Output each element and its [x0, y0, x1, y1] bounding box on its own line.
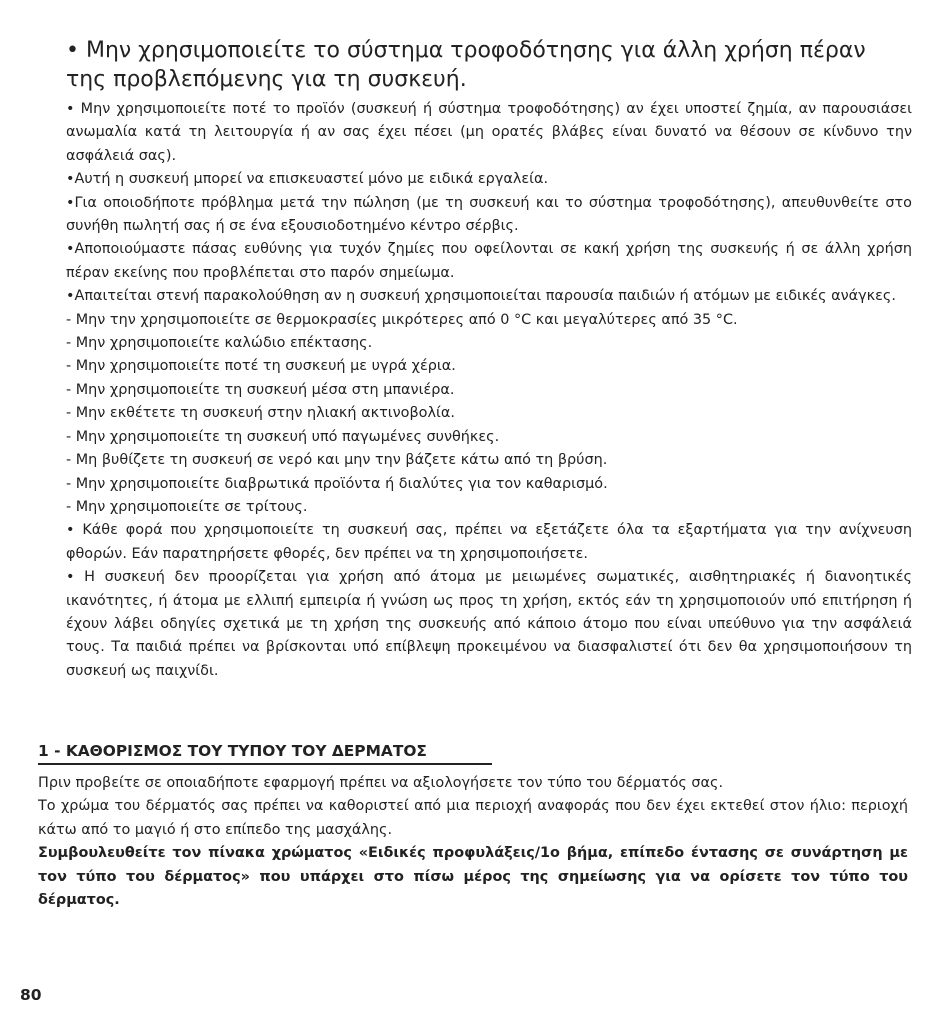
warning-item: - Μη βυθίζετε τη συσκευή σε νερό και μην την βάζετε κάτω από τη βρύση. [66, 452, 608, 469]
section-paragraph: Πριν προβείτε σε οποιαδήποτε εφαρμογή πρέπει να αξιολογήσετε τον τύπο του δέρματός σας. [38, 775, 724, 791]
warning-item: - Μην χρησιμοποιείτε τη συσκευή μέσα στη μπανιέρα. [66, 381, 455, 398]
page-number: 80 [20, 986, 42, 1004]
lead-warning-line-2: της προβλεπόμενης για τη συσκευή. [66, 67, 467, 92]
warning-item: - Μην χρησιμοποιείτε σε τρίτους. [66, 498, 308, 515]
warning-item: • Κάθε φορά που χρησιμοποιείτε τη συσκευή σας, πρέπει να εξετάζετε όλα τα εξαρτήματα για την ανίχνευση φθορών. Εάν παρατηρήσετε φθορές, δεν πρέπει να τη χρησιμοποιήσετε. [66, 522, 912, 562]
warning-item: •Αυτή η συσκευή μπορεί να επισκευαστεί μόνο με ειδικά εργαλεία. [66, 171, 549, 188]
warning-item: - Μην χρησιμοποιείτε διαβρωτικά προϊόντα ή διαλύτες για τον καθαρισμό. [66, 475, 608, 492]
safety-warnings-list [66, 98, 912, 683]
warning-item: •Αποποιούμαστε πάσας ευθύνης για τυχόν ζημίες που οφείλονται σε κακή χρήση της συσκευής ή σε άλλη χρήση πέραν εκείνης που προβλέπεται στο παρόν σημείωμα. [66, 241, 912, 281]
warning-item: •Απαιτείται στενή παρακολούθηση αν η συσκευή χρησιμοποιείται παρουσία παιδιών ή ατόμων με ειδικές ανάγκες. [66, 288, 896, 305]
lead-warning [66, 36, 926, 94]
lead-warning-line-1: • Μην χρησιμοποιείτε το σύστημα τροφοδότησης για άλλη χρήση πέραν [66, 38, 866, 63]
warning-item: - Μην την χρησιμοποιείτε σε θερμοκρασίες μικρότερες από 0 °C και μεγαλύτερες από 35 °C. [66, 311, 738, 328]
section-body [38, 772, 908, 912]
section-paragraph: Το χρώμα του δέρματός σας πρέπει να καθοριστεί από μια περιοχή αναφοράς που δεν έχει εκτεθεί στον ήλιο: περιοχή κάτω από το μαγιό ή στο επίπεδο της μασχάλης. [38, 798, 908, 838]
warning-item: - Μην χρησιμοποιείτε καλώδιο επέκτασης. [66, 335, 373, 352]
warning-item: - Μην εκθέτετε τη συσκευή στην ηλιακή ακτινοβολία. [66, 405, 455, 422]
warning-item: • Μην χρησιμοποιείτε ποτέ το προϊόν (συσκευή ή σύστημα τροφοδότησης) αν έχει υποστεί ζημία, αν παρουσιάσει ανωμαλία κατά τη λειτουργία ή αν σας έχει πέσει (μη ορατές βλάβες είναι δυνατό να θέσουν σε κίνδυνο την ασφάλειά σας). [66, 101, 912, 164]
warning-item: • Η συσκευή δεν προορίζεται για χρήση από άτομα με μειωμένες σωματικές, αισθητηριακές ή διανοητικές ικανότητες, ή άτομα με ελλιπή εμπειρία ή γνώση ως προς τη χρήση, εκτός εάν τη χρησιμοποιούν υπό επιτήρηση ή έχουν λάβει οδηγίες σχετικά με τη χρήση της συσκευής από κάποιο άτομο που είναι υπεύθυνο για την ασφάλειά τους. Τα παιδιά πρέπει να βρίσκονται υπό επίβλεψη προκειμένου να διασφαλιστεί ότι δεν θα χρησιμοποιήσουν τη συσκευή ως παιχνίδι. [66, 569, 912, 679]
warning-item: - Μην χρησιμοποιείτε ποτέ τη συσκευή με υγρά χέρια. [66, 358, 456, 375]
warning-item: - Μην χρησιμοποιείτε τη συσκευή υπό παγωμένες συνθήκες. [66, 428, 500, 445]
section-paragraph-emphasis: Συμβουλευθείτε τον πίνακα χρώματος «Ειδικές προφυλάξεις/1ο βήμα, επίπεδο έντασης σε συνάρτηση με τον τύπο του δέρματος» που υπάρχει στο πίσω μέρος της σημείωσης για να ορίσετε τον τύπο του δέρματος. [38, 845, 908, 909]
warning-item: •Για οποιοδήποτε πρόβλημα μετά την πώληση (με τη συσκευή και το σύστημα τροφοδότησης), απευθυνθείτε στο συνήθη πωλητή σας ή σε ένα εξουσιοδοτημένο κέντρο σέρβις. [66, 194, 912, 235]
section-header [38, 735, 492, 765]
section-title: 1 - ΚΑΘΟΡΙΣΜΟΣ ΤΟΥ ΤΥΠΟΥ ΤΟΥ ΔΕΡΜΑΤΟΣ [38, 742, 427, 760]
